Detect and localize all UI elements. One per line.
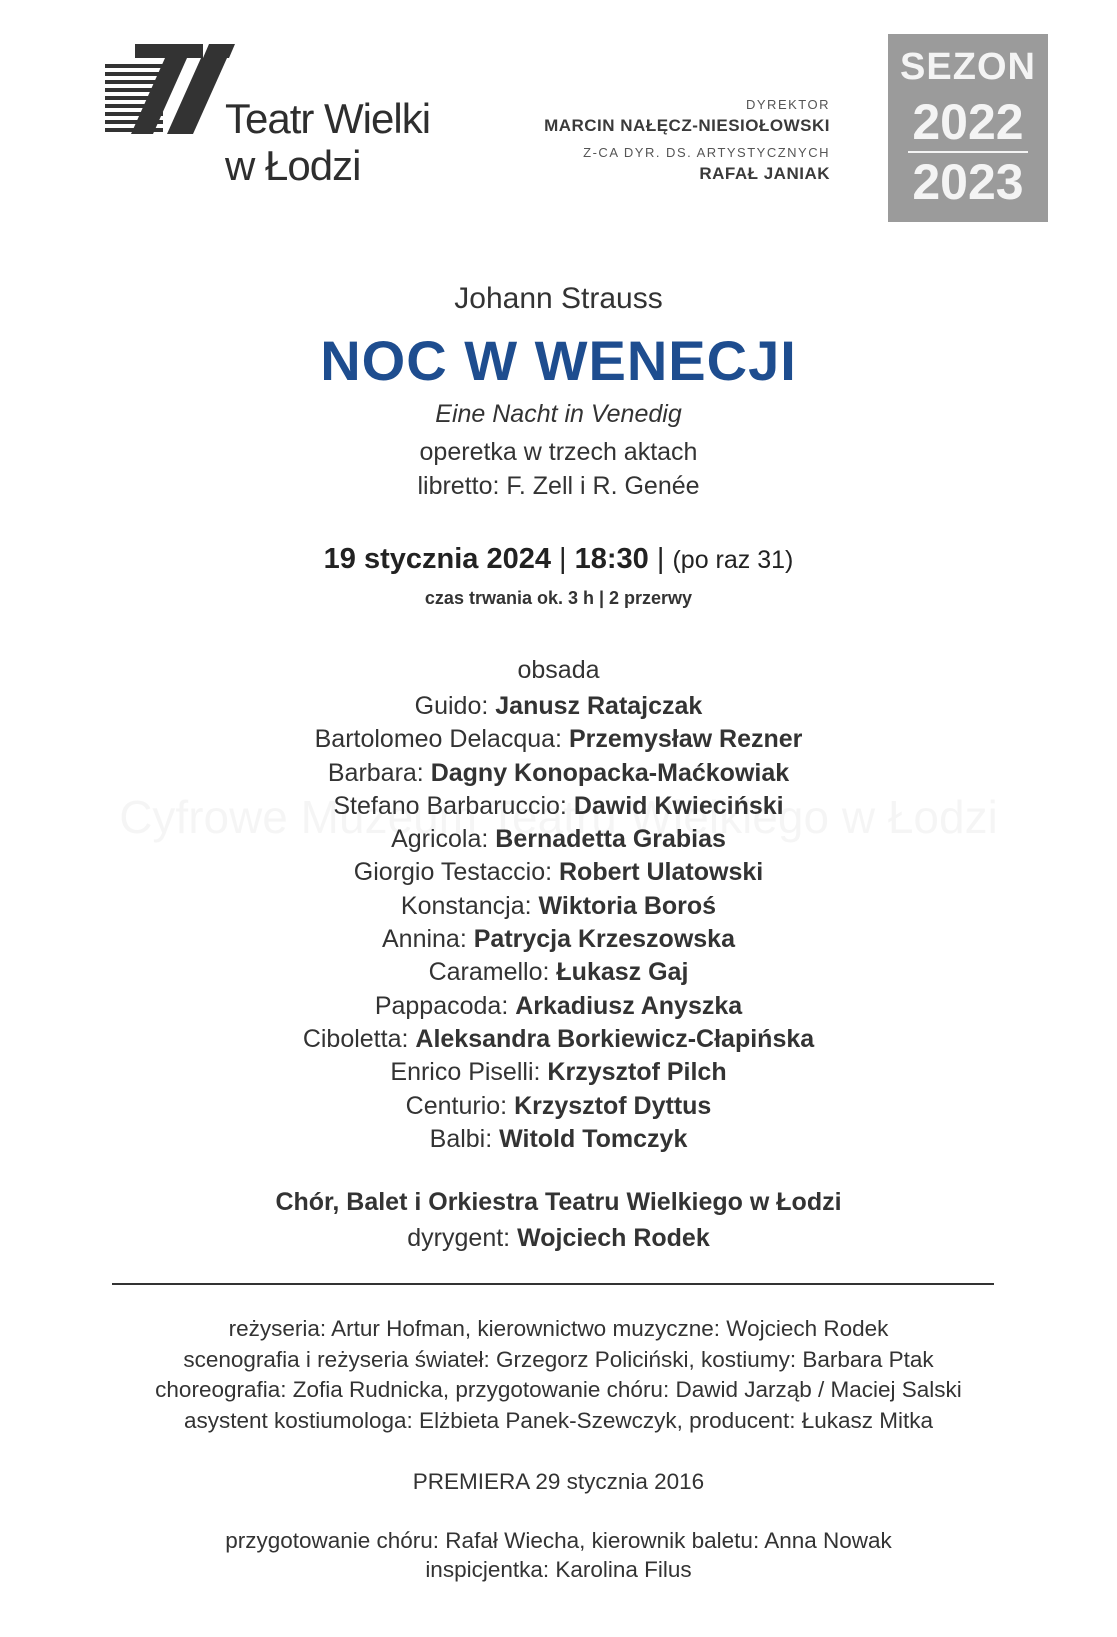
cast-role: Caramello: bbox=[428, 958, 550, 987]
cast-row bbox=[0, 1023, 1117, 1056]
deputy-role: Z-CA DYR. DS. ARTYSTYCZNYCH bbox=[583, 145, 830, 160]
cast-actor: Janusz Ratajczak bbox=[495, 692, 703, 720]
season-divider bbox=[908, 151, 1028, 153]
cast-role: Stefano Barbaruccio: bbox=[333, 791, 567, 820]
cast-actor: Krzysztof Pilch bbox=[547, 1058, 727, 1087]
credit-line: przygotowanie chóru: Rafał Wiecha, kierownik baletu: Anna Nowak bbox=[225, 1528, 892, 1553]
cast-row bbox=[0, 923, 1117, 956]
credit-line: scenografia i reżyseria świateł: Grzegorz Policiński, kostiumy: Barbara Ptak bbox=[183, 1346, 934, 1372]
performance-count: (po raz 31) bbox=[672, 546, 794, 574]
cast-actor: Dawid Kwieciński bbox=[573, 791, 784, 820]
season-year-end: 2023 bbox=[912, 154, 1024, 210]
cast-row bbox=[0, 856, 1117, 889]
director-role: DYREKTOR bbox=[746, 97, 830, 112]
performance-line bbox=[0, 543, 1117, 576]
cast-role: Guido: bbox=[414, 692, 489, 720]
production-title: NOC W WENECJI bbox=[320, 329, 797, 392]
cast-role: Ciboletta: bbox=[302, 1024, 409, 1053]
cast-actor: Przemysław Rezner bbox=[568, 725, 803, 754]
season-badge bbox=[888, 34, 1048, 222]
credit-line: asystent kostiumologa: Elżbieta Panek-Szewczyk, producent: Łukasz Mitka bbox=[183, 1407, 934, 1433]
cast-actor: Aleksandra Borkiewicz-Cłapińska bbox=[415, 1024, 815, 1053]
cast-actor: Wiktoria Boroś bbox=[538, 891, 717, 920]
composer: Johann Strauss bbox=[454, 282, 663, 315]
premiere-date: PREMIERA 29 stycznia 2016 bbox=[412, 1469, 705, 1494]
cast-row bbox=[0, 990, 1117, 1023]
season-year-start: 2022 bbox=[912, 94, 1024, 150]
genre: operetka w trzech aktach bbox=[419, 438, 698, 466]
cast-row bbox=[0, 1090, 1117, 1123]
theatre-logo bbox=[105, 40, 465, 190]
cast-row bbox=[0, 1056, 1117, 1089]
director-name: MARCIN NAŁĘCZ-NIESIOŁOWSKI bbox=[544, 116, 830, 135]
cast-role: Enrico Piselli: bbox=[390, 1058, 541, 1087]
cast-row bbox=[0, 890, 1117, 923]
logo-text-line2: w Łodzi bbox=[225, 142, 361, 189]
duration: czas trwania ok. 3 h | 2 przerwy bbox=[424, 588, 693, 608]
credit-line: reżyseria: Artur Hofman, kierownictwo muzyczne: Wojciech Rodek bbox=[228, 1316, 889, 1341]
cast-actor: Krzysztof Dyttus bbox=[514, 1091, 712, 1120]
separator: | bbox=[559, 543, 567, 575]
performance-date: 19 stycznia 2024 bbox=[323, 543, 551, 575]
cast-row bbox=[0, 690, 1117, 723]
final-credits bbox=[0, 1526, 1117, 1584]
cast-role: Balbi: bbox=[429, 1124, 493, 1153]
divider-rule bbox=[112, 1283, 994, 1285]
management-block bbox=[510, 98, 830, 182]
cast-role: Centurio: bbox=[405, 1091, 508, 1120]
season-label: SEZON bbox=[900, 46, 1036, 88]
cast-role: Annina: bbox=[381, 925, 467, 954]
performance-time: 18:30 bbox=[574, 543, 649, 575]
cast-role: Bartolomeo Delacqua: bbox=[314, 725, 562, 754]
cast-row bbox=[0, 1123, 1117, 1156]
credits-block bbox=[0, 1314, 1117, 1436]
cast-row bbox=[0, 790, 1117, 823]
libretto: libretto: F. Zell i R. Genée bbox=[417, 472, 700, 500]
cast-role: Barbara: bbox=[327, 758, 424, 787]
cast-actor: Łukasz Gaj bbox=[556, 958, 689, 987]
cast-role: Giorgio Testaccio: bbox=[353, 858, 553, 887]
cast-actor: Witold Tomczyk bbox=[499, 1124, 688, 1153]
cast-row bbox=[0, 823, 1117, 856]
original-title: Eine Nacht in Venedig bbox=[435, 400, 682, 428]
credit-line: choreografia: Zofia Rudnicka, przygotowanie chóru: Dawid Jarząb / Maciej Salski bbox=[155, 1377, 962, 1402]
cast-row bbox=[0, 757, 1117, 790]
logo-text-line1: Teatr Wielki bbox=[225, 95, 431, 142]
cast-actor: Arkadiusz Anyszka bbox=[515, 991, 743, 1020]
cast-heading: obsada bbox=[517, 656, 600, 684]
theatre-logo-mark-icon bbox=[105, 44, 235, 136]
separator: | bbox=[656, 543, 665, 575]
cast-list bbox=[0, 690, 1117, 1156]
cast-role: Pappacoda: bbox=[374, 991, 509, 1020]
ensemble-name: Chór, Balet i Orkiestra Teatru Wielkiego w Łodzi bbox=[275, 1188, 842, 1216]
credit-line: inspicjentka: Karolina Filus bbox=[425, 1557, 692, 1582]
conductor-line bbox=[0, 1224, 1117, 1253]
conductor-name: Wojciech Rodek bbox=[517, 1224, 710, 1252]
cast-row bbox=[0, 956, 1117, 989]
cast-role: Konstancja: bbox=[400, 891, 532, 920]
cast-actor: Robert Ulatowski bbox=[559, 858, 764, 887]
cast-actor: Bernadetta Grabias bbox=[495, 825, 726, 854]
cast-role: Agricola: bbox=[391, 825, 489, 854]
cast-row bbox=[0, 723, 1117, 756]
cast-actor: Patrycja Krzeszowska bbox=[473, 925, 735, 954]
conductor-label: dyrygent: bbox=[407, 1224, 511, 1252]
deputy-name: RAFAŁ JANIAK bbox=[699, 164, 830, 183]
cast-actor: Dagny Konopacka-Maćkowiak bbox=[430, 758, 790, 787]
